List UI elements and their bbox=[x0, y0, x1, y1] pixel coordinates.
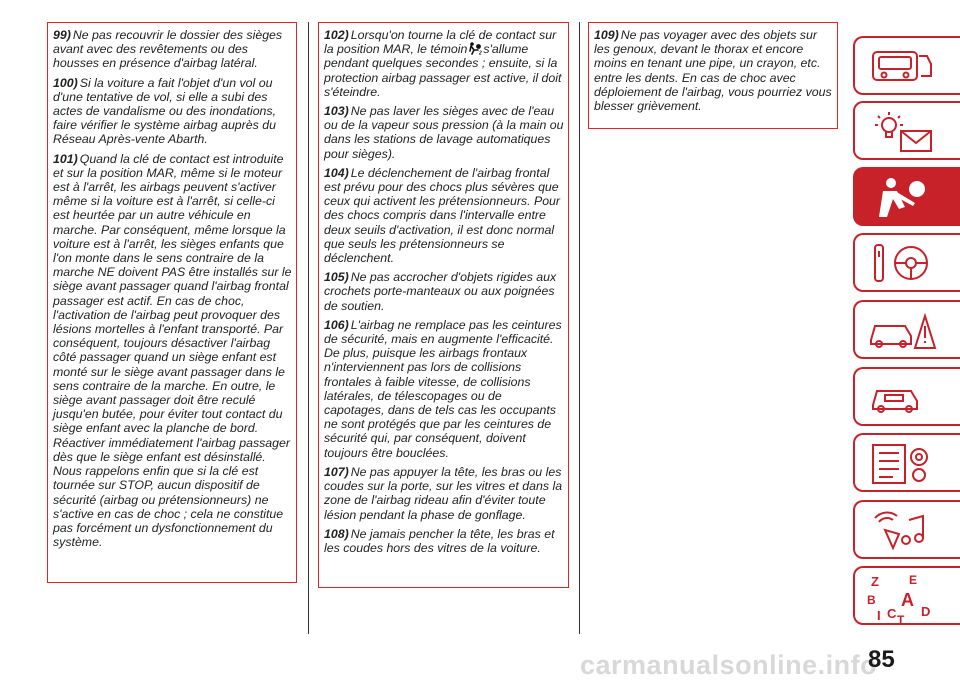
warning-number: 109) bbox=[594, 28, 619, 42]
index-letter: C bbox=[887, 606, 897, 621]
warning-text: Ne pas voyager avec des objets sur les genoux, devant le thorax et encore moins en tenant une pipe, un crayon, etc. entre les dents. En cas de choc avec déploiement de l'airbag, vous pourriez vous blesser grièvement. bbox=[594, 28, 832, 114]
warning-number: 99) bbox=[53, 28, 71, 42]
seatbelt-safety-icon bbox=[865, 173, 945, 221]
warning-text: Lorsqu'on tourne la clé de contact sur la position MAR, le témoin bbox=[324, 28, 557, 57]
warning-item bbox=[324, 104, 564, 161]
svg-text:2: 2 bbox=[479, 50, 483, 56]
warning-item bbox=[324, 270, 564, 313]
warning-number: 101) bbox=[53, 151, 78, 166]
warning-number: 107) bbox=[324, 464, 349, 479]
warning-item bbox=[53, 152, 292, 550]
warning-text: Ne pas recouvrir le dossier des sièges avant avec des revêtements ou des housses en présence d'airbag latéral. bbox=[53, 28, 283, 71]
technical-data-icon bbox=[865, 439, 945, 487]
warning-number: 100) bbox=[53, 75, 78, 90]
warning-number: 108) bbox=[324, 526, 349, 541]
warning-item bbox=[324, 527, 564, 555]
car-dashboard-icon bbox=[865, 42, 945, 90]
warning-item bbox=[53, 28, 292, 71]
warning-list bbox=[324, 28, 564, 555]
page-number: 85 bbox=[868, 646, 895, 673]
warning-number: 103) bbox=[324, 104, 349, 119]
warning-text: Ne pas appuyer la tête, les bras ou les coudes sur la porte, sur les vitres et dans la zone de l'airbag rideau afin d'éviter toute lésion pendant la phase de gonflage. bbox=[324, 464, 563, 522]
column-divider bbox=[579, 22, 580, 634]
warning-item bbox=[324, 318, 564, 460]
car-emergency-icon bbox=[865, 306, 945, 354]
tab-dashboard[interactable] bbox=[853, 36, 960, 95]
warning-box-middle bbox=[318, 22, 569, 588]
warning-text: Quand la clé de contact est introduite et sur la position MAR, même si le moteur est à l'arrêt, les airbags peuvent s'activer même si la voiture est à l'arrêt, si celle-ci est heurtée par un autre véhicule en marche. Par conséquent, même lorsque la voiture est à l'arrêt, les sièges enfants que l'on monte dans le sens contraire de la marche NE doivent PAS être installés sur le siège avant passager quand l'airbag frontal passager est actif. En cas de choc, l'activation de l'airbag peut provoquer des lésions mortelles à l'enfant transporté. Par conséquent, toujours désactiver l'airbag côté passager quand un siège enfant est monté sur le siège avant passager dans le sens contraire de la marche. En outre, le siège avant passager doit être reculé jusqu'en butée, pour éviter tout contact du siège enfant avec la planche de bord. Réactiver immédiatement l'airbag passager dès que le siège enfant est désinstallé. Nous rappelons enfin que si la clé est tournée sur STOP, aucun dispositif de sécurité (airbag ou prétensionneurs) ne s'active en cas de choc ; cela ne constitue pas forcément un dysfonctionnement du système. bbox=[53, 151, 292, 550]
warning-item bbox=[324, 465, 564, 522]
warning-number: 106) bbox=[324, 317, 349, 332]
airbag-warning-light-icon bbox=[468, 42, 482, 55]
tab-technical-data[interactable] bbox=[853, 433, 960, 492]
index-letter: Z bbox=[871, 574, 879, 589]
index-letter: D bbox=[921, 604, 931, 619]
warning-item bbox=[324, 28, 564, 99]
warning-text: L'airbag ne remplace pas les ceintures de sécurité, mais en augmente l'efficacité. De plus, puisque les airbags frontaux n'interviennent pas lors de collisions frontales à faible vitesse, de collisions latérales, de télescopages ou de capotages, dans de tels cas les occupants ne sont protégés que par les ceintures de sécurité qui, par conséquent, doivent toujours être bouclées. bbox=[324, 317, 562, 460]
tab-alphabetical-index[interactable] bbox=[853, 566, 960, 625]
tab-multimedia[interactable] bbox=[853, 500, 960, 559]
warning-item bbox=[594, 28, 833, 113]
index-letter: T bbox=[897, 613, 905, 624]
warning-box-right bbox=[588, 22, 838, 129]
column-divider bbox=[308, 22, 309, 634]
warning-text: Si la voiture a fait l'objet d'un vol ou d'une tentative de vol, si elle a subi des actes de vandalisme ou des inondations, faire vérifier le système airbag auprès du Réseau Après-vente Abarth. bbox=[53, 75, 277, 147]
warning-text: Ne pas accrocher d'objets rigides aux crochets porte-manteaux ou aux poignées de soutien. bbox=[324, 270, 557, 313]
watermark: carmanualsonline.info bbox=[580, 650, 878, 680]
warning-text: Le déclenchement de l'airbag frontal est prévu pour des chocs plus sévères que ceux qui activent les prétensionneurs. Pour des chocs compris dans l'intervalle entre deux seuils d'activation, il est donc normal que seuls les prétensionneurs se déclenchent. bbox=[324, 165, 561, 266]
tab-emergency[interactable] bbox=[853, 300, 960, 359]
warning-lights-icon bbox=[865, 107, 945, 155]
warning-number: 104) bbox=[324, 165, 349, 180]
tab-safety[interactable] bbox=[853, 167, 960, 226]
index-letter: A bbox=[901, 590, 914, 610]
warning-number: 105) bbox=[324, 270, 349, 285]
warning-text: s'allume pendant quelques secondes ; ensuite, si la protection airbag passager est active, il doit s'éteindre. bbox=[324, 42, 562, 99]
tab-warning-lights[interactable] bbox=[853, 101, 960, 160]
warning-list bbox=[53, 28, 292, 549]
warning-number: 102) bbox=[324, 28, 349, 42]
alphabetical-index-icon bbox=[865, 572, 945, 624]
index-letter: B bbox=[867, 593, 876, 607]
warning-text: Ne jamais pencher la tête, les bras et les coudes hors des vitres de la voiture. bbox=[324, 526, 555, 555]
warning-box-left bbox=[47, 22, 297, 583]
car-maintenance-icon bbox=[865, 373, 945, 421]
warning-item bbox=[53, 76, 292, 147]
index-letter: I bbox=[877, 608, 881, 623]
warning-item bbox=[324, 166, 564, 265]
warning-list bbox=[594, 28, 833, 113]
warning-text: Ne pas laver les sièges avec de l'eau ou de la vapeur sous pression (à la main ou dans les stations de lavage automatiques pour sièges). bbox=[324, 104, 564, 161]
tab-maintenance[interactable] bbox=[853, 367, 960, 426]
tab-starting-driving[interactable] bbox=[853, 233, 960, 292]
multimedia-icon bbox=[865, 506, 945, 554]
index-letter: E bbox=[909, 573, 918, 587]
key-steering-wheel-icon bbox=[865, 239, 945, 287]
